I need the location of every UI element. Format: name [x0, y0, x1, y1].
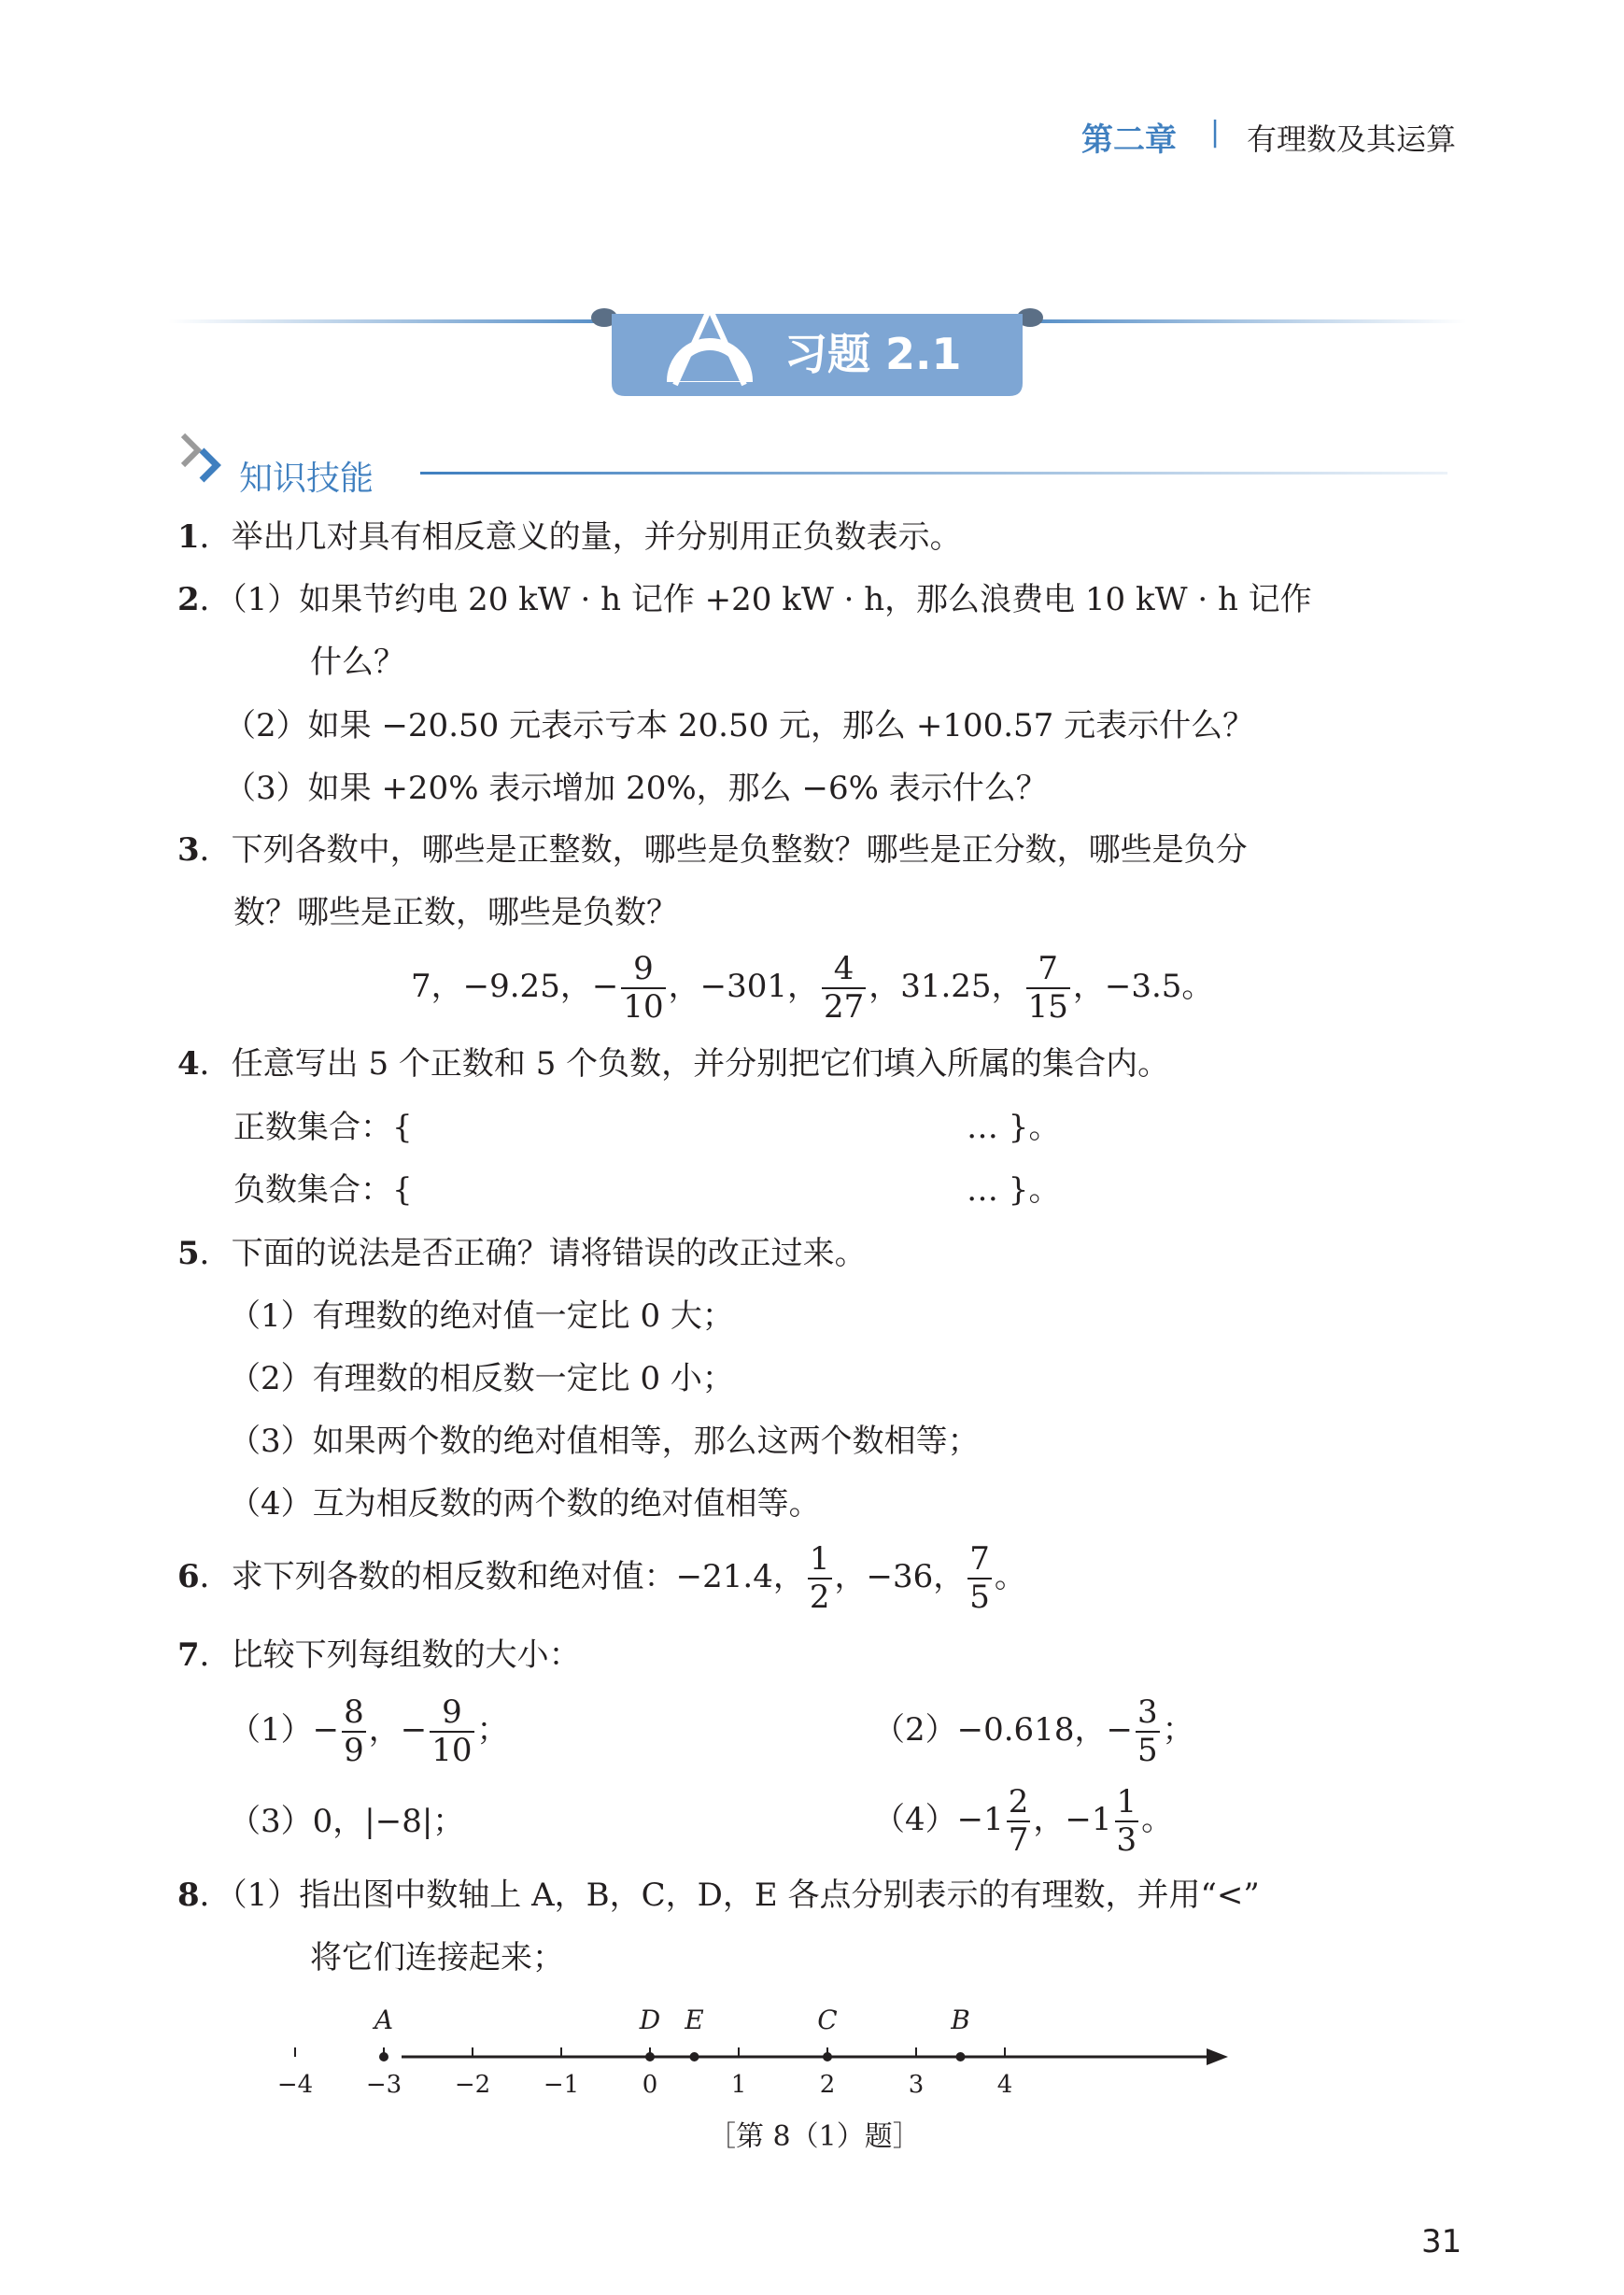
fraction: $\frac{9}{10}$	[623, 950, 664, 1027]
negative-set-label: 负数集合：{	[233, 1171, 413, 1209]
fraction: $\frac{7}{15}$	[1027, 950, 1068, 1027]
point-marker	[379, 2052, 388, 2061]
fraction: $\frac{3}{5}$	[1137, 1693, 1158, 1770]
fraction: $\frac{4}{27}$	[823, 950, 865, 1027]
point-label: C	[817, 2005, 838, 2035]
question-3-numbers	[411, 951, 1213, 1026]
question-text: ．举出几对具有相反意义的量，并分别用正负数表示。	[199, 518, 962, 556]
double-chevron-icon	[177, 430, 233, 486]
point-marker	[956, 2052, 966, 2061]
question-number: 1	[177, 518, 200, 556]
number-list-text: ，31.25，	[868, 968, 1024, 1006]
chapter-label: 第二章	[1081, 121, 1177, 159]
tick-label: 3	[908, 2071, 925, 2099]
number-line	[276, 1990, 1251, 2111]
number-list-text: ，−3.5。	[1072, 968, 1214, 1006]
chapter-title: 有理数及其运算	[1247, 121, 1457, 157]
compass-protractor-icon	[658, 271, 761, 392]
fraction: $\frac{1}{2}$	[809, 1540, 830, 1617]
point-marker	[645, 2052, 655, 2061]
question-8-cont: 将它们连接起来；	[310, 1939, 564, 1976]
question-2-part-2: （2）如果 −20.50 元表示亏本 20.50 元，那么 +100.57 元表示什么？	[224, 707, 1255, 744]
question-7	[177, 1636, 581, 1674]
point-marker	[690, 2052, 699, 2061]
question-5	[177, 1235, 867, 1272]
question-5-item: （4）互为相反数的两个数的绝对值相等。	[229, 1485, 821, 1523]
question-text: ．比较下列每组数的大小：	[199, 1636, 581, 1674]
tick-label: 0	[642, 2071, 658, 2099]
tick-label: −1	[543, 2071, 580, 2099]
question-7-item-1: （1）− $\frac{8}{9}$ ，− $\frac{9}{10}$ ；	[229, 1693, 509, 1770]
question-text: ．任意写出 5 个正数和 5 个负数，并分别把它们填入所属的集合内。	[199, 1045, 1170, 1083]
section-rule	[420, 472, 1447, 475]
header-separator: |	[1210, 116, 1221, 149]
tick-label: 2	[819, 2071, 836, 2099]
question-text: 。	[994, 1558, 1026, 1596]
question-3-cont: 数？哪些是正数，哪些是负数？	[233, 894, 678, 931]
question-2	[177, 581, 1312, 618]
fraction: $\frac{9}{10}$	[431, 1693, 473, 1770]
tick-label: 1	[730, 2071, 747, 2099]
question-number: 5	[177, 1235, 200, 1272]
question-1	[177, 518, 962, 556]
question-5-item: （1）有理数的绝对值一定比 0 大；	[229, 1297, 734, 1335]
tick-label: −4	[276, 2071, 314, 2099]
question-text: ．（1）如果节约电 20 kW · h 记作 +20 kW · h，那么浪费电 10 kW · h 记作	[199, 581, 1312, 618]
page-number: 31	[1421, 2223, 1462, 2260]
tick-label: −2	[454, 2071, 491, 2099]
question-text: ．下面的说法是否正确？请将错误的改正过来。	[199, 1235, 867, 1272]
question-text: ．求下列各数的相反数和绝对值：−21.4，	[199, 1558, 805, 1596]
number-list-text: 7，−9.25，−	[411, 968, 619, 1006]
point-label: A	[374, 2005, 394, 2035]
question-5-item: （2）有理数的相反数一定比 0 小；	[229, 1360, 734, 1397]
point-label: E	[685, 2005, 704, 2035]
question-text: ．（1）指出图中数轴上 A，B，C，D，E 各点分别表示的有理数，并用“<”	[199, 1877, 1260, 1914]
question-6	[177, 1541, 1026, 1616]
axis-arrow-icon	[1207, 2048, 1228, 2065]
question-number: 2	[177, 581, 200, 618]
question-8	[177, 1877, 1260, 1914]
question-4	[177, 1045, 1170, 1083]
question-3	[177, 831, 1248, 869]
point-label: D	[639, 2005, 661, 2035]
question-number: 6	[177, 1558, 200, 1596]
question-7-item-3: （3）0，|−8|；	[229, 1803, 465, 1840]
tick-label: 4	[996, 2071, 1013, 2099]
figure-caption: ［第 8（1）题］	[708, 2120, 921, 2153]
question-7-item-2: （2）−0.618，− $\frac{3}{5}$ ；	[873, 1693, 1194, 1770]
fraction: $\frac{2}{7}$	[1008, 1783, 1029, 1860]
question-text: ．下列各数中，哪些是正整数，哪些是负整数？哪些是正分数，哪些是负分	[199, 831, 1248, 869]
fraction: $\frac{1}{3}$	[1116, 1783, 1137, 1860]
fraction: $\frac{7}{5}$	[969, 1540, 990, 1617]
question-5-item: （3）如果两个数的绝对值相等，那么这两个数相等；	[229, 1423, 980, 1460]
negative-set-tail: … }。	[967, 1171, 1061, 1209]
point-marker	[823, 2052, 832, 2061]
fraction: $\frac{8}{9}$	[344, 1693, 364, 1770]
question-number: 4	[177, 1045, 200, 1083]
section-title: 知识技能	[239, 460, 374, 498]
exercise-title: 习题 2.1	[784, 329, 962, 379]
question-2-cont: 什么？	[310, 644, 405, 681]
positive-set-tail: … }。	[967, 1109, 1061, 1146]
point-label: B	[951, 2005, 970, 2035]
question-number: 7	[177, 1636, 200, 1674]
question-2-part-3: （3）如果 +20% 表示增加 20%，那么 −6% 表示什么？	[224, 770, 1048, 807]
positive-set-label: 正数集合：{	[233, 1109, 413, 1146]
question-number: 3	[177, 831, 200, 869]
question-text: ，−36，	[834, 1558, 966, 1596]
question-number: 8	[177, 1877, 200, 1914]
number-list-text: ，−301，	[668, 968, 819, 1006]
question-7-item-4: （4）−1 $\frac{2}{7}$ ，−1 $\frac{1}{3}$ 。	[873, 1783, 1174, 1860]
tick-label: −3	[365, 2071, 402, 2099]
